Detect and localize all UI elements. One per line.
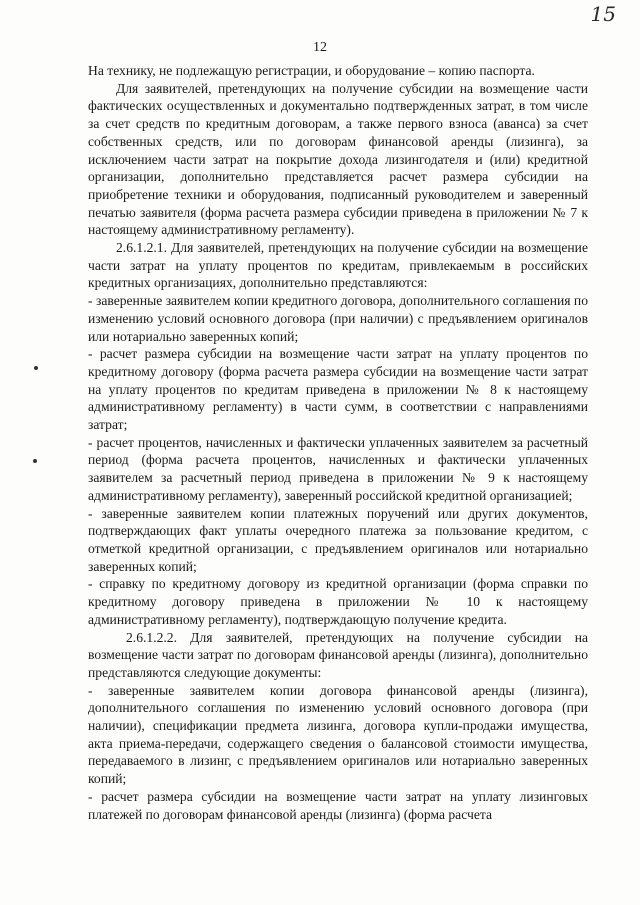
list-item-payment-orders: - заверенные заявителем копии платежных поручений или других документов, подтверждающих факт уплаты очередного платежа за пользование кредитом, с отметкой кредитной организации, с предъявлением оригиналов или нотариально заверенных копий; bbox=[88, 505, 588, 574]
paragraph-applicants-equipment: Для заявителей, претендующих на получение субсидии на возмещение части фактических осуществленных и документально подтвержденных затрат, в том числе за счет средств по кредитным договорам, а также первого взноса (аванса) за счет собственных средств, или по договорам финансовой аренды (лизинга), за исключением части затрат на покрытие дохода лизингодателя и (или) кредитной организации, дополнительно представляется расчет размера субсидии на приобретение техники и оборудования, подписанный руководителем и заверенный печатью заявителя (форма расчета размера субсидии приведена в приложении № 7 к настоящему административному регламенту). bbox=[88, 80, 588, 238]
paragraph-2-6-1-2-1: 2.6.1.2.1. Для заявителей, претендующих на получение субсидии на возмещение части затрат на уплату процентов по кредитам, привлекаемым в российских кредитных организациях, дополнительно представляются: bbox=[88, 240, 588, 291]
paragraph-2-6-1-2-2: 2.6.1.2.2. Для заявителей, претендующих на получение субсидии на возмещение части затрат по договорам финансовой аренды (лизинга), дополнительно представляются следующие документы: bbox=[88, 629, 588, 680]
document-body bbox=[88, 62, 588, 823]
list-item-interest-calculation: - расчет процентов, начисленных и фактически уплаченных заявителем за расчетный период (форма расчета процентов, начисленных и фактически уплаченных заявителем за расчетный период приведена в приложении № 9 к настоящему административному регламенту), заверенный российской кредитной организацией; bbox=[88, 434, 588, 503]
margin-mark bbox=[34, 366, 38, 370]
list-item-subsidy-calculation: - расчет размера субсидии на возмещение части затрат на уплату процентов по кредитному договору (форма расчета размера субсидии на возмещение части затрат на уплату процентов по кредитам приведена в приложении № 8 к настоящему административному регламенту) в части сумм, в соответствии с направлениями затрат; bbox=[88, 346, 588, 433]
list-item-credit-contract-copies: - заверенные заявителем копии кредитного договора, дополнительного соглашения по изменению условий основного договора (при наличии) с предъявлением оригиналов или нотариально заверенных копий; bbox=[88, 293, 588, 344]
page-number: 12 bbox=[313, 40, 327, 55]
margin-mark bbox=[33, 459, 37, 463]
handwritten-page-number: 15 bbox=[590, 2, 616, 26]
list-item-leasing-subsidy-calculation: - расчет размера субсидии на возмещение части затрат на уплату лизинговых платежей по договорам финансовой аренды (лизинга) (форма расчета bbox=[88, 788, 588, 822]
list-item-leasing-contract-copies: - заверенные заявителем копии договора финансовой аренды (лизинга), дополнительного соглашения по изменению условий основного договора (при наличии), спецификации предмета лизинга, договора купли-продажи имущества, акта приема-передачи, содержащего сведения о балансовой стоимости имущества, передаваемого в лизинг, с предъявлением оригиналов или нотариально заверенных копий; bbox=[88, 682, 588, 787]
paragraph-passport: На технику, не подлежащую регистрации, и оборудование – копию паспорта. bbox=[88, 63, 535, 78]
list-item-credit-certificate: - справку по кредитному договору из кредитной организации (форма справки по кредитному договору приведена в приложении № 10 к настоящему административному регламенту), подтверждающую получение кредита. bbox=[88, 576, 588, 627]
